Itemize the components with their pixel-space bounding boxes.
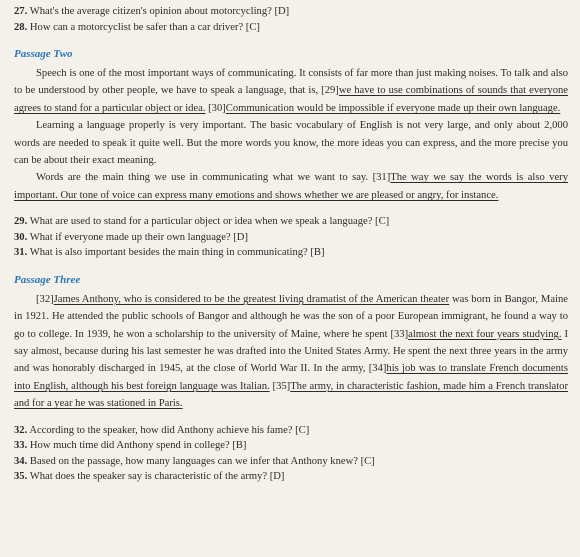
question-number: 31. [14,247,28,259]
underlined-answer-32: James Anthony, who is considered to be the greatest living dramatist of the American theater [53,293,450,305]
underlined-answer-35: The army, in characteristic fashion, made him a French translator and for a year he was stationed in Paris. [14,380,568,410]
question-text: What if everyone made up their own language? [D] [29,231,248,243]
underlined-answer-31: The way we say the words is also very important. Our tone of voice can express many emotions and shows whether we are pleased or angry, for instance. [14,172,568,201]
question-32 [14,423,568,439]
question-text: What are used to stand for a particular object or idea when we speak a language? [C] [29,216,390,228]
paragraph-text: I say almost, because during his last semester he was drafted into the United States Army. He spent the next three years in the army and was honorably discharged in 1945, at the close of World War II. In the army, [34] [14,328,568,375]
question-number: 33. [14,440,28,452]
question-35 [14,469,568,485]
question-27 [14,4,568,20]
passage-two-paragraph-2: Learning a language properly is very important. The basic vocabulary of English is not very large, and only about 2,000 words are needed to speak it quite well. But the more words you know, the more ideas you can express, and the more precise you can be about their exact meaning. [14,120,568,167]
passage-three-heading: Passage Three [14,273,81,286]
question-text: According to the speaker, how did Anthony achieve his fame? [C] [29,424,310,436]
paragraph-text: [32] [36,293,54,305]
question-number: 27. [14,6,28,17]
question-number: 35. [14,471,28,483]
question-text: What's the average citizen's opinion about motorcycling? [D] [29,6,290,17]
paragraph-text: was born in Bangor, Maine in 1921. He attended the public schools of Bangor and although he was the son of a poor European immigrant, he found a way to go to college. In 1939, he won a scholarship to the university of Maine, where he spent [33] [14,293,568,340]
question-number: 32. [14,424,28,436]
passage-three-paragraph [14,291,568,413]
question-text: What is also important besides the main thing in communicating? [B] [29,247,325,259]
question-number: 28. [14,21,28,33]
question-text: What does the speaker say is characteristic of the army? [D] [29,471,285,483]
passage-two-paragraph-3 [14,169,568,204]
question-text: How can a motorcyclist be safer than a car driver? [C] [29,21,260,33]
underlined-answer-29: we have to use combinations of sounds that everyone agrees to stand for a particular object or idea. [14,85,568,114]
paragraph-text: Words are the main thing we use in communicating what we want to say. [31] [36,172,391,184]
question-text: Based on the passage, how many languages can we infer that Anthony knew? [C] [29,455,375,467]
question-text: How much time did Anthony spend in college? [B] [29,440,247,452]
paragraph-text: Speech is one of the most important ways of communicating. It consists of far more than just making noises. To talk and also to be understood by other people, we have to speak a language, that is, [29] [14,68,568,97]
question-31 [14,245,568,261]
underlined-answer-30: Communication would be impossible if everyone made up their own language. [225,102,561,114]
question-34 [14,454,568,470]
question-number: 30. [14,231,28,243]
underlined-answer-34: his job was to translate French documents into English, although his best foreign language was Italian. [14,363,568,392]
paragraph-text: [30] [205,102,226,114]
passage-two-paragraph-1 [14,65,568,117]
question-number: 29. [14,216,28,228]
passage-two-heading: Passage Two [14,48,73,60]
question-33 [14,438,568,454]
question-30 [14,230,568,246]
question-29 [14,214,568,230]
paragraph-text: [35] [269,380,291,392]
underlined-answer-33: almost the next four years studying. [408,328,562,340]
question-28 [14,20,568,36]
question-number: 34. [14,455,28,467]
